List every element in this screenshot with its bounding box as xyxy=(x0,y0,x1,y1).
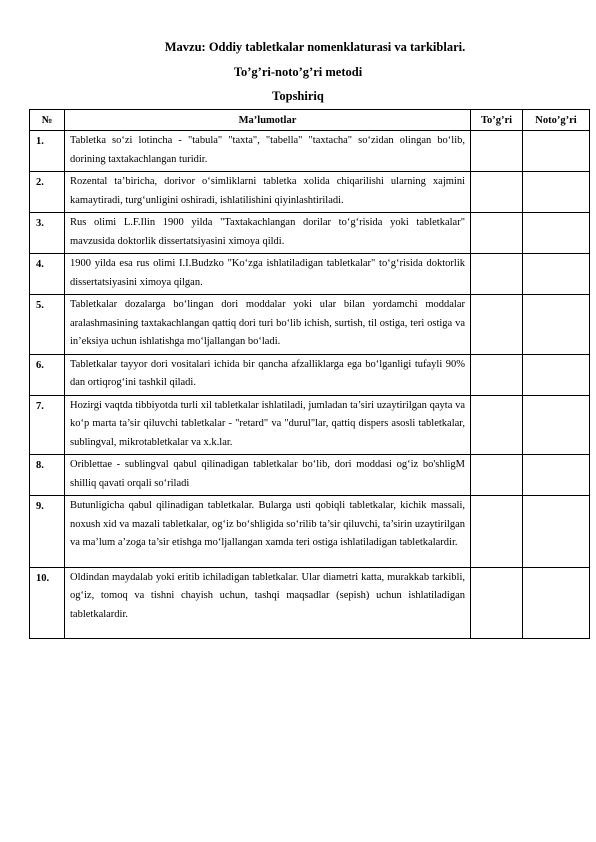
row-statement: Tabletkalar tayyor dori vositalari ichida bir qancha afzalliklarga ega bo‘lganligi tufayli 90% dan ortiqrog‘ini tashkil qiladi. xyxy=(65,354,471,395)
row-statement: 1900 yilda esa rus olimi I.I.Budzko "Ko‘zga ishlatiladigan tabletkalar" to‘g‘risida doktorlik dissertatsiyasini ximoya qilgan. xyxy=(65,254,471,295)
row-number: 1. xyxy=(30,131,65,172)
row-number: 9. xyxy=(30,496,65,568)
table-row xyxy=(30,496,590,568)
false-answer-cell[interactable] xyxy=(523,295,590,355)
table-row xyxy=(30,395,590,455)
row-statement: Hozirgi vaqtda tibbiyotda turli xil tabletkalar ishlatiladi, jumladan ta’siri uzaytirilgan qayta va ko‘p marta ta’sir qiluvchi tabletkalar - "retard" va "durul"lar, qattiq dispers asosli tabletkalar, sublingval, mikrotabletkalar va x.k.lar. xyxy=(65,395,471,455)
true-answer-cell[interactable] xyxy=(471,172,523,213)
row-number: 5. xyxy=(30,295,65,355)
header-false: Noto’g’ri xyxy=(523,110,590,131)
row-statement: Tabletkalar dozalarga bo‘lingan dori moddalar yoki ular bilan yordamchi moddalar aralashmasining taxtakachlangan qattiq dori turi bo‘lib ichish, surtish, til ostiga, teri ostiga va in’eksiya uchun ishlatishga mo‘ljallangan bo‘ladi. xyxy=(65,295,471,355)
true-answer-cell[interactable] xyxy=(471,213,523,254)
row-statement-container xyxy=(65,567,471,639)
method-title: To’g’ri-noto’g’ri metodi xyxy=(233,65,363,79)
false-answer-cell[interactable] xyxy=(523,496,590,568)
row-number: 2. xyxy=(30,172,65,213)
row-number: 8. xyxy=(30,455,65,496)
row-spacer xyxy=(70,624,465,636)
true-answer-cell[interactable] xyxy=(471,567,523,639)
false-answer-cell[interactable] xyxy=(523,567,590,639)
true-answer-cell[interactable] xyxy=(471,254,523,295)
row-statement: Rus olimi L.F.Ilin 1900 yilda "Taxtakachlangan dorilar to‘g‘risida yoki tabletkalar" mavzusida doktorlik dissertatsiyasini ximoya qildi. xyxy=(65,213,471,254)
row-statement: Butunligicha qabul qilinadigan tabletkalar. Bularga usti qobiqli tabletkalar, kichik massali, noxush xid va mazali tabletkalar, og‘iz bo‘shligida so‘rilib ta’sir qiluvchi, ta’sirin uzaytirilgan va ma’lum a’zoga ta’sir etishga mo‘ljallangan xamda teri ostiga ishlatiladigan tabletkalardir. xyxy=(70,500,465,548)
table-row xyxy=(30,254,590,295)
false-answer-cell[interactable] xyxy=(523,213,590,254)
table-header-row xyxy=(30,110,590,131)
row-statement: Tabletka so‘zi lotincha - "tabula" "taxta", "tabella" "taxtacha" so‘zidan olingan bo‘lib, dorining taxtakachlangan turidir. xyxy=(65,131,471,172)
row-statement: Oldindan maydalab yoki eritib ichiladigan tabletkalar. Ular diametri katta, murakkab tarkibli, og‘iz, tomoq va tishni chayish uchun, tashqi maqsadlar (sepish) uchun ishlatiladigan tabletkalardir. xyxy=(70,571,465,620)
table-row xyxy=(30,131,590,172)
header-true: To’g’ri xyxy=(471,110,523,131)
true-answer-cell[interactable] xyxy=(471,295,523,355)
page-title: Mavzu: Oddiy tabletkalar nomenklaturasi va tarkiblari. xyxy=(164,40,466,54)
true-answer-cell[interactable] xyxy=(471,455,523,496)
row-statement: Oriblettae - sublingval qabul qilinadigan tabletkalar bo‘lib, dori moddasi og‘iz bo'shligM shilliq qavati orqali so‘riladi xyxy=(65,455,471,496)
false-answer-cell[interactable] xyxy=(523,455,590,496)
quiz-table xyxy=(29,109,590,639)
table-row xyxy=(30,455,590,496)
false-answer-cell[interactable] xyxy=(523,254,590,295)
table-row xyxy=(30,172,590,213)
true-answer-cell[interactable] xyxy=(471,395,523,455)
true-answer-cell[interactable] xyxy=(471,354,523,395)
false-answer-cell[interactable] xyxy=(523,354,590,395)
row-number: 4. xyxy=(30,254,65,295)
table-row xyxy=(30,295,590,355)
false-answer-cell[interactable] xyxy=(523,172,590,213)
header-info: Ma’lumotlar xyxy=(65,110,471,131)
table-row xyxy=(30,567,590,639)
true-answer-cell[interactable] xyxy=(471,131,523,172)
table-row xyxy=(30,354,590,395)
row-number: 10. xyxy=(30,567,65,639)
row-number: 6. xyxy=(30,354,65,395)
false-answer-cell[interactable] xyxy=(523,395,590,455)
row-number: 7. xyxy=(30,395,65,455)
task-title: Topshiriq xyxy=(272,89,324,103)
header-number: № xyxy=(30,110,65,131)
row-spacer xyxy=(70,553,465,565)
row-statement: Rozental ta’biricha, dorivor o‘simliklarni tabletka xolida chiqarilishi ularning xajmini kamaytiradi, turg‘unligini oshiradi, ishlatilishini qiyinlashtiriladi. xyxy=(65,172,471,213)
row-number: 3. xyxy=(30,213,65,254)
row-statement-container xyxy=(65,496,471,568)
false-answer-cell[interactable] xyxy=(523,131,590,172)
table-row xyxy=(30,213,590,254)
true-answer-cell[interactable] xyxy=(471,496,523,568)
